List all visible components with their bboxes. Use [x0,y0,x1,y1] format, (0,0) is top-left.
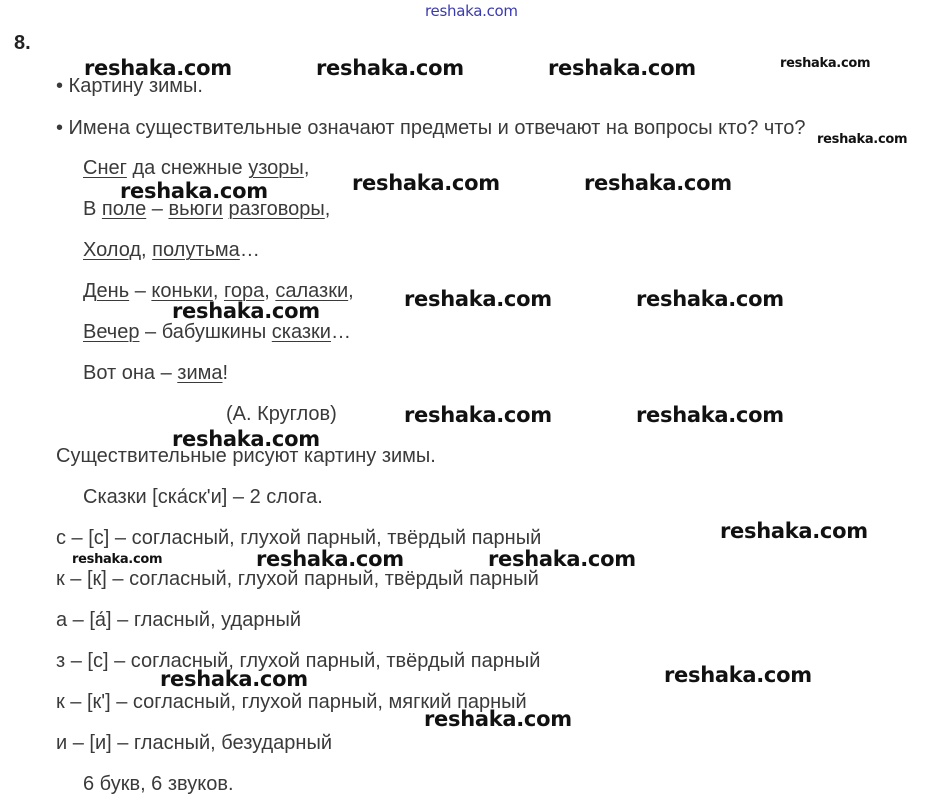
watermark: reshaka.com [172,427,320,451]
poem-line [83,361,228,385]
underlined-noun: поле [101,198,147,220]
watermark: reshaka.com [780,56,871,71]
underlined-noun: Снег [83,157,127,179]
poem-text: да снежные [126,157,249,179]
underlined-noun: День [83,280,130,302]
watermark: reshaka.com [404,403,552,427]
watermark: reshaka.com [636,287,784,311]
sound-line: к – [к'] – согласный, глухой парный, мягкий парный [56,691,527,713]
poem-text: , [348,280,354,302]
underlined-noun: вьюги [168,198,223,220]
sound-line: з – [с] – согласный, глухой парный, твёрдый парный [56,650,541,672]
poem-author: (А. Круглов) [226,403,337,425]
watermark: reshaka.com [548,56,696,80]
watermark: reshaka.com [424,707,572,731]
sound-line: а – [а́] – гласный, ударный [56,609,302,631]
underlined-noun: полутьма [152,239,240,261]
poem-text: , [212,280,224,302]
watermark: reshaka.com [160,667,308,691]
underlined-noun: узоры [248,157,304,179]
underlined-noun: сказки [271,321,331,343]
underlined-noun: коньки [151,280,213,302]
poem-text: , [264,280,276,302]
poem-text: В [83,198,102,220]
poem-text: , [303,157,310,179]
watermark: reshaka.com [172,299,320,323]
poem-text: , [324,198,331,220]
underlined-noun: Вечер [83,321,140,343]
watermark: reshaka.com [664,663,812,687]
poem-line [83,156,309,180]
sound-line: с – [с] – согласный, глухой парный, твёрдый парный [56,527,542,549]
task-number: 8. [14,32,31,54]
poem-text: … [239,239,260,261]
word-analysis: Сказки [ска́ск'и] – 2 слога. [83,486,323,508]
poem-text: – [146,198,169,220]
summary-text: 6 букв, 6 звуков. [83,773,234,795]
watermark: reshaka.com [72,552,163,567]
watermark: reshaka.com [584,171,732,195]
underlined-noun: Холод [83,239,142,261]
watermark: reshaka.com [256,547,404,571]
sound-line: и – [и] – гласный, безударный [56,732,332,754]
poem-line [83,238,260,262]
watermark: reshaka.com [120,179,268,203]
poem-line [83,320,351,344]
watermark: reshaka.com [636,403,784,427]
watermark: reshaka.com [84,56,232,80]
sound-line: к – [к] – согласный, глухой парный, твёрдый парный [56,568,539,590]
bullet-item: • Картину зимы. [56,75,203,97]
poem-text: ! [222,362,229,384]
watermark: reshaka.com [817,132,908,147]
watermark: reshaka.com [488,547,636,571]
poem-text: Вот она – [83,362,178,384]
poem-text: … [330,321,351,343]
underlined-noun: разговоры [228,198,325,220]
poem-text: , [141,239,153,261]
poem-text: – [129,280,152,302]
watermark: reshaka.com [425,2,518,20]
watermark: reshaka.com [720,519,868,543]
bullet-item: • Имена существительные означают предметы и отвечают на вопросы кто? что? [56,117,806,139]
underlined-noun: гора [224,280,265,302]
underlined-noun: зима [177,362,223,384]
conclusion-text: Существительные рисуют картину зимы. [56,445,436,467]
watermark: reshaka.com [404,287,552,311]
underlined-noun: салазки [275,280,349,302]
watermark: reshaka.com [316,56,464,80]
watermark: reshaka.com [352,171,500,195]
poem-text: – бабушкины [139,321,272,343]
